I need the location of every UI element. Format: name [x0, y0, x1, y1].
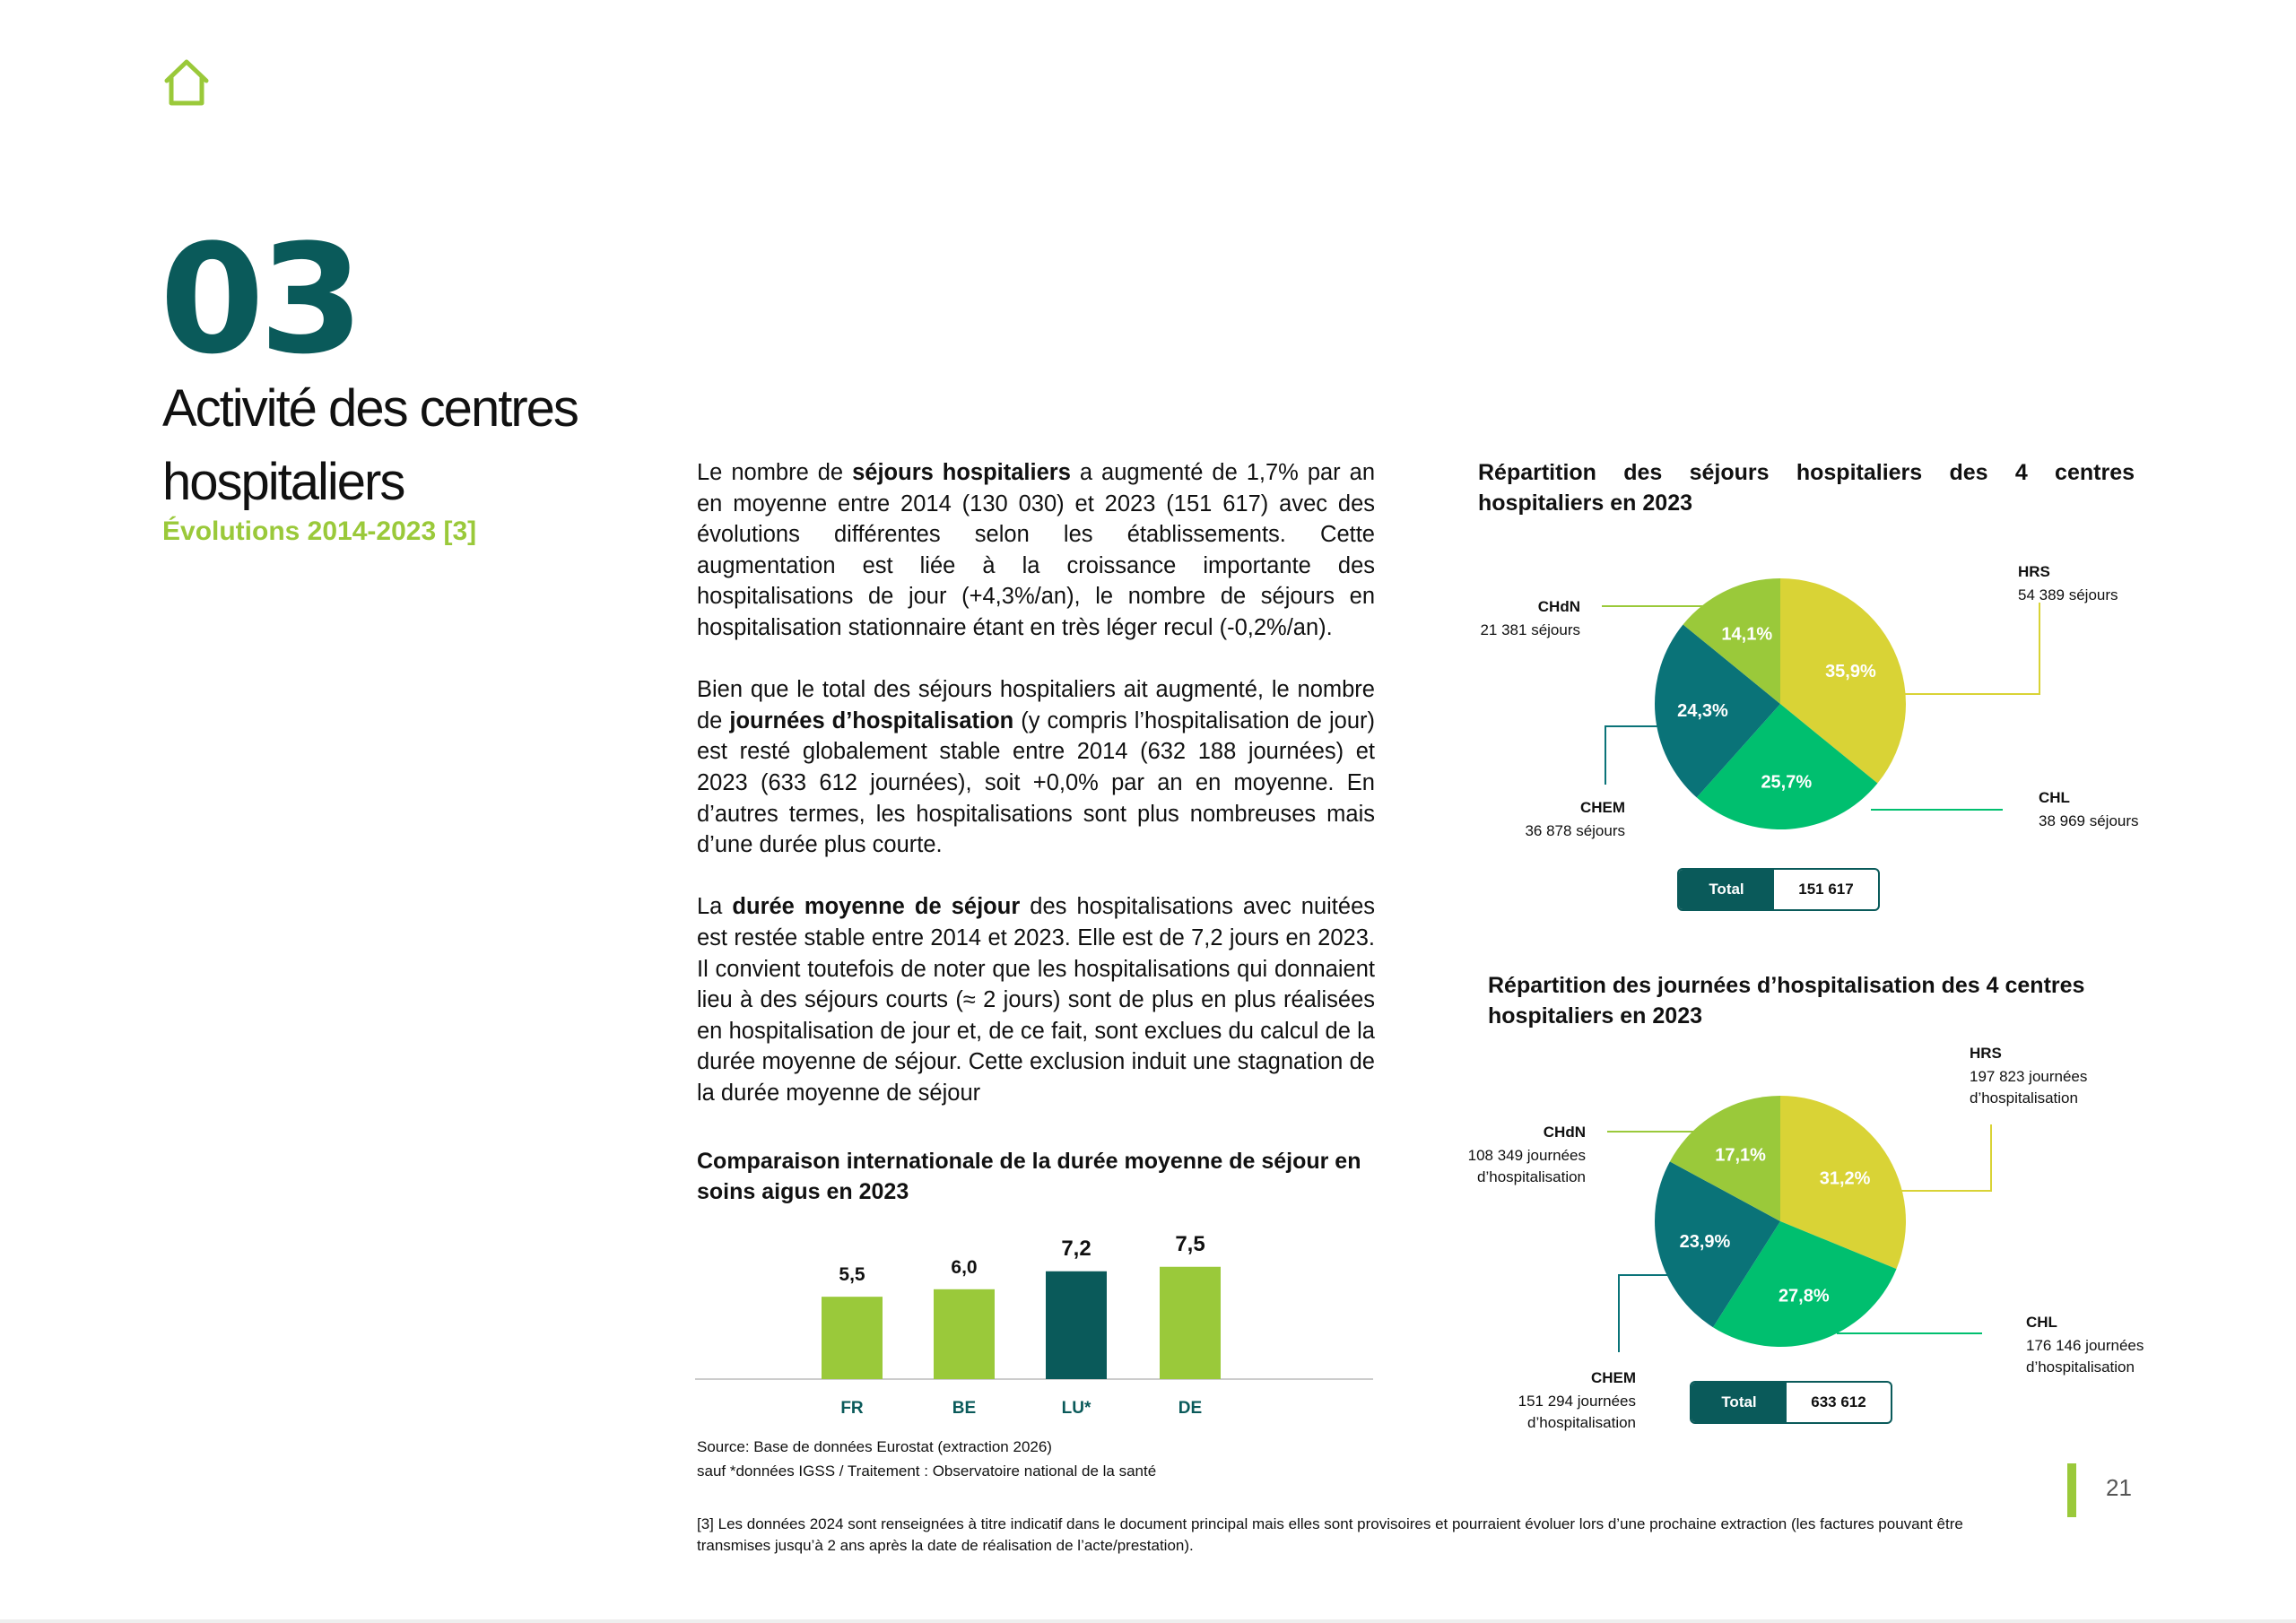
bar-value-label: 7,5 — [1175, 1231, 1205, 1256]
pie-label-name: CHL — [2026, 1314, 2057, 1331]
chapter-title: Activité des centres hospitaliers — [162, 379, 578, 511]
bold-term: séjours hospitaliers — [852, 460, 1071, 485]
pie-percent-label: 35,9% — [1825, 661, 1876, 681]
paragraph-sejours: Le nombre de séjours hospitaliers a augmenté de 1,7% par an en moyenne entre 2014 (130 030) et 2023 (151 617) avec des évolutions différentes selon les établissements. Cette augmentation est liée à la croissance importante des hospitalisations de jour (+4,3%/an), le nombre de séjours en hospitalisation stationnaire étant en très léger recul (-0,2%/an). — [697, 460, 1375, 640]
pie-label-name: HRS — [1970, 1045, 2002, 1062]
home-icon[interactable] — [160, 56, 213, 109]
total-sejours-box — [1677, 868, 1880, 911]
paragraph-duree: La durée moyenne de séjour des hospitalisations avec nuitées est restée stable entre 2014 et 2023. Elle est de 7,2 jours en 2023. Il convient toutefois de noter que les hospitalisations qui donnaient lieu à des séjours courts (≈ 2 jours) sont de plus en plus réalisées en hospitalisation de jour et, de ce fait, sont exclues du calcul de la durée moyenne de séjour. Cette exclusion induit une stagnation de la durée moyenne de séjour — [697, 894, 1375, 1106]
chapter-subtitle: Évolutions 2014-2023 [3] — [162, 516, 477, 546]
bar-fr — [822, 1297, 883, 1379]
pie-percent-label: 17,1% — [1715, 1145, 1766, 1166]
pie-label-name: CHdN — [1537, 598, 1580, 615]
bar-de — [1160, 1267, 1221, 1379]
bar-chart — [695, 1219, 1377, 1426]
bar-category-label: LU* — [1061, 1399, 1091, 1418]
bar-category-label: DE — [1178, 1399, 1203, 1418]
pie-label-value: 54 389 séjours — [2018, 586, 2118, 603]
pie-percent-label: 31,2% — [1819, 1168, 1871, 1189]
total-label: Total — [1692, 1383, 1787, 1422]
page-number-bar — [2067, 1463, 2076, 1517]
pie-label-value: 151 294 journées — [1518, 1393, 1636, 1410]
bar-be — [934, 1289, 995, 1379]
leader-line — [1901, 1124, 1991, 1191]
pie-label-name: CHL — [2039, 789, 2070, 806]
pie-percent-label: 23,9% — [1679, 1231, 1731, 1252]
pie-label-value: 36 878 séjours — [1525, 822, 1625, 839]
paragraph-journees: Bien que le total des séjours hospitaliers ait augmenté, le nombre de journées d’hospitalisation (y compris l’hospitalisation de jour) est resté globalement stable entre 2014 (632 188 journées) et 2023 (633 612 journées), soit +0,0% par an en moyenne. En d’autres termes, les hospitalisations sont plus nombreuses mais d’une durée plus courte. — [697, 677, 1375, 858]
bar-value-label: 5,5 — [839, 1264, 865, 1286]
bold-term: durée moyenne de séjour — [732, 894, 1021, 920]
footnote: [3] Les données 2024 sont renseignées à titre indicatif dans le document principal mais elles sont provisoires et pourraient évoluer lors d’une prochaine extraction (les factures pouvant être transmises jusqu’à 2 ans après la date de réalisation de l’acte/prestation). — [697, 1515, 1963, 1554]
pie-label-value: 197 823 journées — [1970, 1068, 2088, 1085]
total-value: 151 617 — [1798, 881, 1854, 898]
pie-label-value: d’hospitalisation — [2026, 1358, 2135, 1376]
pie-label-name: CHEM — [1579, 799, 1625, 816]
leader-line — [1903, 603, 2039, 694]
bar-category-label: FR — [840, 1399, 864, 1418]
total-label: Total — [1679, 870, 1774, 909]
pie-label-name: CHEM — [1590, 1369, 1636, 1386]
source-line: Source: Base de données Eurostat (extraction 2026) — [697, 1438, 1052, 1455]
bar-value-label: 6,0 — [951, 1256, 978, 1278]
bar-chart-source — [697, 1435, 1156, 1483]
bar-value-label: 7,2 — [1061, 1236, 1091, 1261]
total-journees-box — [1690, 1381, 1892, 1424]
chapter-number: 03 — [160, 212, 359, 387]
bottom-rule — [0, 1619, 2296, 1623]
source-line: sauf *données IGSS / Traitement : Observatoire national de la santé — [697, 1462, 1157, 1480]
pie-label-value: d’hospitalisation — [1527, 1414, 1636, 1431]
pie-label-value: 108 349 journées — [1467, 1147, 1586, 1164]
pie-label-value: 176 146 journées — [2026, 1337, 2144, 1354]
pie-label-value: d’hospitalisation — [1477, 1168, 1586, 1185]
pie-chart-journees-title: Répartition des journées d’hospitalisation des 4 centres hospitaliers en 2023 — [1488, 973, 2085, 1028]
pie-percent-label: 25,7% — [1761, 772, 1813, 793]
pie-label-name: HRS — [2018, 563, 2050, 580]
pie-percent-label: 27,8% — [1778, 1286, 1830, 1306]
bar-category-label: BE — [952, 1399, 977, 1418]
bold-term: journées d’hospitalisation — [729, 707, 1014, 733]
pie-label-value: 21 381 séjours — [1480, 621, 1580, 638]
pie-percent-label: 24,3% — [1677, 700, 1728, 721]
pie-label-value: d’hospitalisation — [1970, 1089, 2078, 1107]
pie-label-name: CHdN — [1543, 1124, 1586, 1141]
bar-lu — [1046, 1271, 1107, 1379]
total-value: 633 612 — [1811, 1393, 1866, 1410]
bar-chart-title: Comparaison internationale de la durée moyenne de séjour en soins aigus en 2023 — [697, 1149, 1361, 1204]
pie-percent-label: 14,1% — [1721, 624, 1773, 645]
body-text — [697, 457, 1375, 1140]
pie-chart-sejours-title: Répartition des séjours hospitaliers des 4 centres hospitaliers en 2023 — [1478, 460, 2135, 516]
pie-label-value: 38 969 séjours — [2039, 812, 2139, 829]
page-number: 21 — [2106, 1474, 2132, 1501]
